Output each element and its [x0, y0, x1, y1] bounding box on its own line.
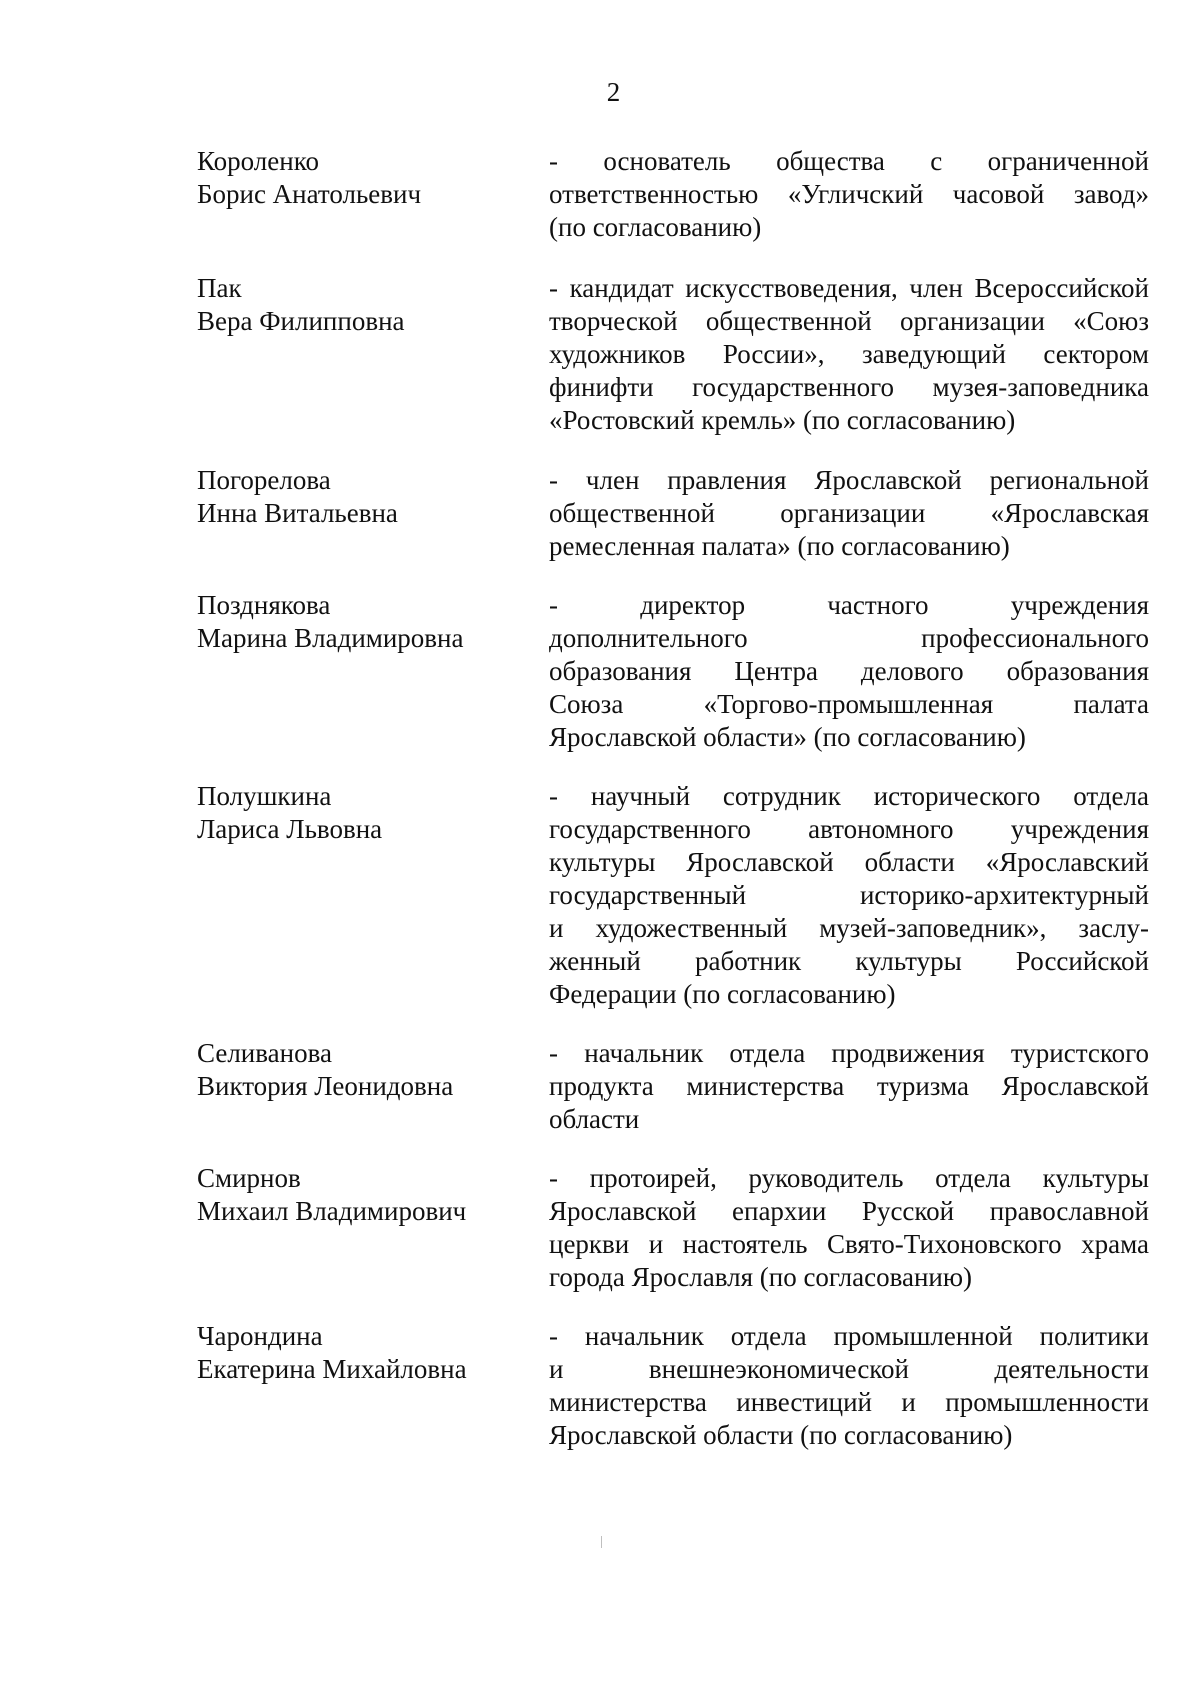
member-description	[549, 1162, 1149, 1294]
member-surname: Полушкина	[197, 781, 332, 811]
description-line: Ярославской епархии Русской православной	[549, 1196, 1149, 1226]
member-given-name: Инна Витальевна	[197, 498, 398, 528]
description-line: «Ростовский кремль» (по согласованию)	[549, 405, 1016, 435]
member-description	[549, 589, 1149, 754]
member-surname: Позднякова	[197, 590, 331, 620]
description-line: - начальник отдела продвижения туристского	[549, 1038, 1149, 1068]
description-line: творческой общественной организации «Союз	[549, 306, 1149, 336]
description-line: церкви и настоятель Свято-Тихоновского храма	[549, 1229, 1149, 1259]
description-line: и внешнеэкономической деятельности	[549, 1354, 1149, 1384]
member-given-name: Марина Владимировна	[197, 623, 464, 653]
member-name	[197, 464, 537, 530]
member-description	[549, 1037, 1149, 1136]
description-line: дополнительного профессионального	[549, 623, 1149, 653]
description-line: продукта министерства туризма Ярославской	[549, 1071, 1149, 1101]
description-line: - протоирей, руководитель отдела культуры	[549, 1163, 1149, 1193]
description-line: города Ярославля (по согласованию)	[549, 1262, 973, 1292]
description-line: Ярославской области (по согласованию)	[549, 1420, 1013, 1450]
member-surname: Селиванова	[197, 1038, 332, 1068]
page-number: 2	[606, 77, 621, 107]
description-line: финифти государственного музея-заповедника	[549, 372, 1149, 402]
member-surname: Погорелова	[197, 465, 331, 495]
description-line: - кандидат искусствоведения, член Всероссийской	[549, 273, 1149, 303]
member-name	[197, 145, 537, 211]
member-name	[197, 1320, 537, 1386]
member-description	[549, 464, 1149, 563]
description-line: - член правления Ярославской региональной	[549, 465, 1149, 495]
member-given-name: Екатерина Михайловна	[197, 1354, 467, 1384]
member-given-name: Михаил Владимирович	[197, 1196, 467, 1226]
member-description	[549, 780, 1149, 1011]
description-line: государственный историко-архитектурный	[549, 880, 1149, 910]
member-given-name: Борис Анатольевич	[197, 179, 422, 209]
description-line: (по согласованию)	[549, 212, 762, 242]
member-description	[549, 272, 1149, 437]
member-name	[197, 589, 537, 655]
member-name	[197, 1037, 537, 1103]
description-line: женный работник культуры Российской	[549, 946, 1149, 976]
member-surname: Смирнов	[197, 1163, 301, 1193]
description-line: министерства инвестиций и промышленности	[549, 1387, 1149, 1417]
member-description	[549, 1320, 1149, 1452]
description-line: Союза «Торгово-промышленная палата	[549, 689, 1149, 719]
member-description	[549, 145, 1149, 244]
member-surname: Пак	[197, 273, 242, 303]
description-line: и художественный музей-заповедник», заслу-	[549, 913, 1149, 943]
member-given-name: Вера Филипповна	[197, 306, 405, 336]
member-name	[197, 1162, 537, 1228]
description-line: - начальник отдела промышленной политики	[549, 1321, 1149, 1351]
description-line: образования Центра делового образования	[549, 656, 1149, 686]
description-line: - основатель общества с ограниченной	[549, 146, 1149, 176]
member-name	[197, 272, 537, 338]
description-line: - директор частного учреждения	[549, 590, 1149, 620]
description-line: ремесленная палата» (по согласованию)	[549, 531, 1010, 561]
description-line: государственного автономного учреждения	[549, 814, 1149, 844]
member-given-name: Лариса Львовна	[197, 814, 383, 844]
description-line: Федерации (по согласованию)	[549, 979, 896, 1009]
member-surname: Короленко	[197, 146, 319, 176]
description-line: - научный сотрудник исторического отдела	[549, 781, 1149, 811]
member-given-name: Виктория Леонидовна	[197, 1071, 454, 1101]
description-line: ответственностью «Угличский часовой завод»	[549, 179, 1149, 209]
description-line: области	[549, 1104, 640, 1134]
description-line: общественной организации «Ярославская	[549, 498, 1149, 528]
description-line: Ярославской области» (по согласованию)	[549, 722, 1026, 752]
member-surname: Чарондина	[197, 1321, 323, 1351]
member-name	[197, 780, 537, 846]
scan-artifact-mark	[601, 1536, 602, 1548]
description-line: художников России», заведующий сектором	[549, 339, 1149, 369]
description-line: культуры Ярославской области «Ярославский	[549, 847, 1149, 877]
